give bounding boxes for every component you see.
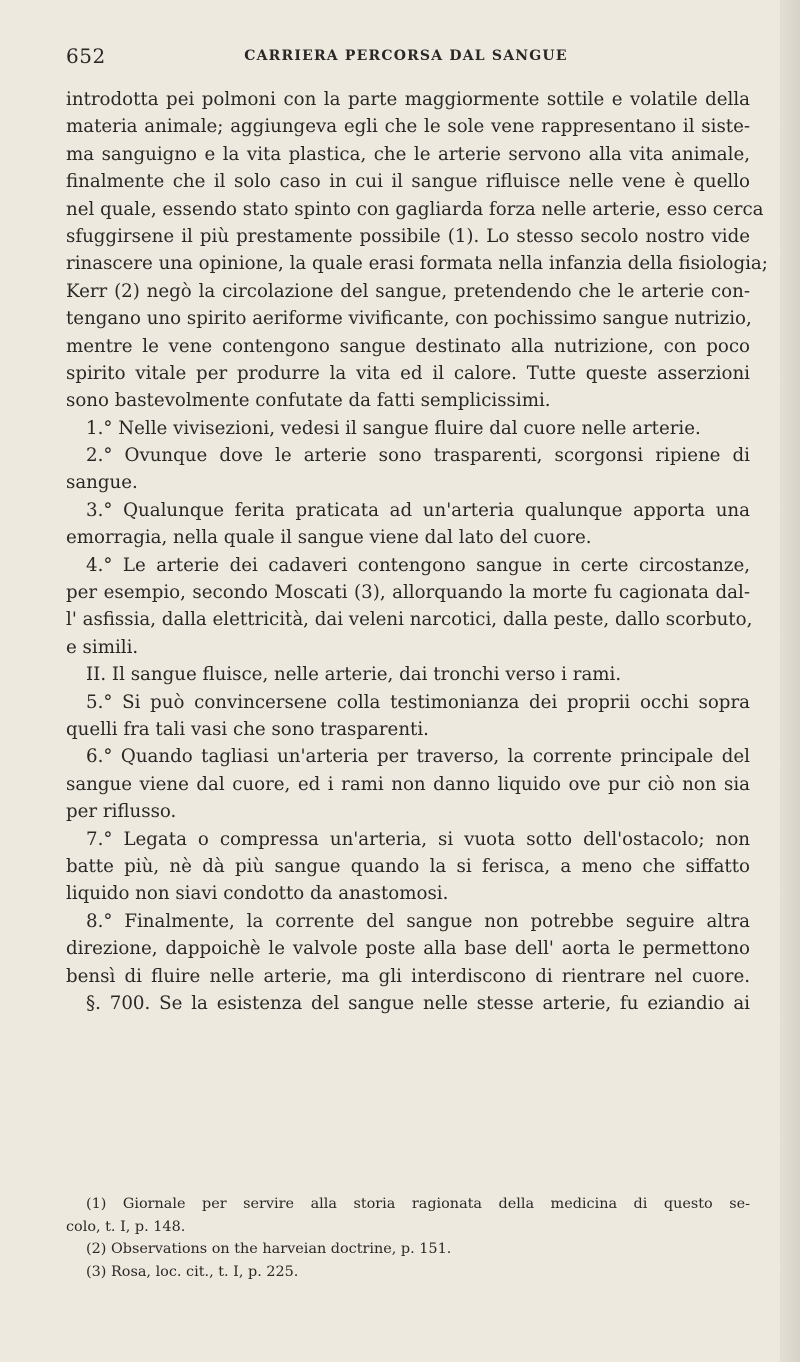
text-line: sfuggirsene il più prestamente possibile (1). Lo stesso secolo nostro vide (66, 225, 750, 247)
text-line: 3.° Qualunque ferita praticata ad un'arteria qualunque apporta una (86, 499, 750, 521)
text-line: 6.° Quando tagliasi un'arteria per traverso, la corrente principale del (86, 746, 750, 768)
text-line: bensì di fluire nelle arterie, ma gli interdiscono di rientrare nel cuore. (66, 965, 750, 987)
text-line: ma sanguigno e la vita plastica, che le arterie servono alla vita animale, (66, 143, 750, 165)
footnotes (66, 1193, 750, 1283)
text-line: liquido non siavi condotto da anastomosi. (66, 883, 449, 905)
section-heading: II. Il sangue fluisce, nelle arterie, dai tronchi verso i rami. (86, 664, 622, 686)
text-line: spirito vitale per produrre la vita ed il calore. Tutte queste asserzioni (66, 362, 750, 384)
text-line: Kerr (2) negò la circolazione del sangue, pretendendo che le arterie con- (66, 280, 750, 302)
text-line: 1.° Nelle vivisezioni, vedesi il sangue fluire dal cuore nelle arterie. (86, 417, 701, 439)
running-head: CARRIERA PERCORSA DAL SANGUE (244, 48, 568, 64)
text-line: 2.° Ovunque dove le arterie sono trasparenti, scorgonsi ripiene di (86, 445, 750, 467)
text-line: rinascere una opinione, la quale erasi formata nella infanzia della fisiologia; (66, 253, 768, 275)
text-line: sangue. (66, 472, 138, 494)
page-header (66, 44, 746, 74)
page-edge (780, 0, 800, 1362)
text-line: finalmente che il solo caso in cui il sangue rifluisce nelle vene è quello (66, 171, 750, 193)
text-line: materia animale; aggiungeva egli che le sole vene rappresentano il siste- (66, 116, 750, 138)
text-line: 7.° Legata o compressa un'arteria, si vuota sotto dell'ostacolo; non (86, 828, 750, 850)
text-line: quelli fra tali vasi che sono trasparenti. (66, 718, 429, 740)
footnote-line: (1) Giornale per servire alla storia ragionata della medicina di questo se- (86, 1196, 750, 1212)
body-text (66, 86, 768, 1017)
text-line: batte più, nè dà più sangue quando la si ferisca, a meno che siffatto (66, 855, 750, 877)
footnote-line: (3) Rosa, loc. cit., t. I, p. 225. (86, 1263, 299, 1280)
text-line: tengano uno spirito aeriforme vivificante, con pochissimo sangue nutrizio, (66, 308, 752, 330)
text-line: e simili. (66, 636, 139, 658)
text-line: per riflusso. (66, 801, 177, 823)
text-line: 4.° Le arterie dei cadaveri contengono sangue in certe circostanze, (86, 554, 750, 576)
text-line: 5.° Si può convincersene colla testimonianza dei proprii occhi sopra (86, 691, 750, 713)
text-line: direzione, dappoichè le valvole poste alla base dell' aorta le permettono (66, 938, 750, 960)
text-line: emorragia, nella quale il sangue viene dal lato del cuore. (66, 527, 592, 549)
text-line: per esempio, secondo Moscati (3), allorquando la morte fu cagionata dal- (66, 582, 750, 604)
text-line: 8.° Finalmente, la corrente del sangue non potrebbe seguire altra (86, 910, 750, 932)
text-line: l' asfissia, dalla elettricità, dai veleni narcotici, dalla peste, dallo scorbuto, (66, 609, 753, 631)
text-line: sangue viene dal cuore, ed i rami non danno liquido ove pur ciò non sia (66, 773, 750, 795)
text-line: introdotta pei polmoni con la parte maggiormente sottile e volatile della (66, 89, 750, 110)
text-line: §. 700. Se la esistenza del sangue nelle stesse arterie, fu eziandio ai (86, 992, 750, 1014)
text-line: mentre le vene contengono sangue destinato alla nutrizione, con poco (66, 335, 750, 357)
footnote-line: (2) Observations on the harveian doctrine, p. 151. (86, 1241, 452, 1257)
page-number: 652 (66, 44, 106, 68)
text-line: nel quale, essendo stato spinto con gagliarda forza nelle arterie, esso cerca (66, 198, 764, 220)
text-line: sono bastevolmente confutate da fatti semplicissimi. (66, 390, 551, 412)
footnote-line: colo, t. I, p. 148. (66, 1218, 186, 1235)
